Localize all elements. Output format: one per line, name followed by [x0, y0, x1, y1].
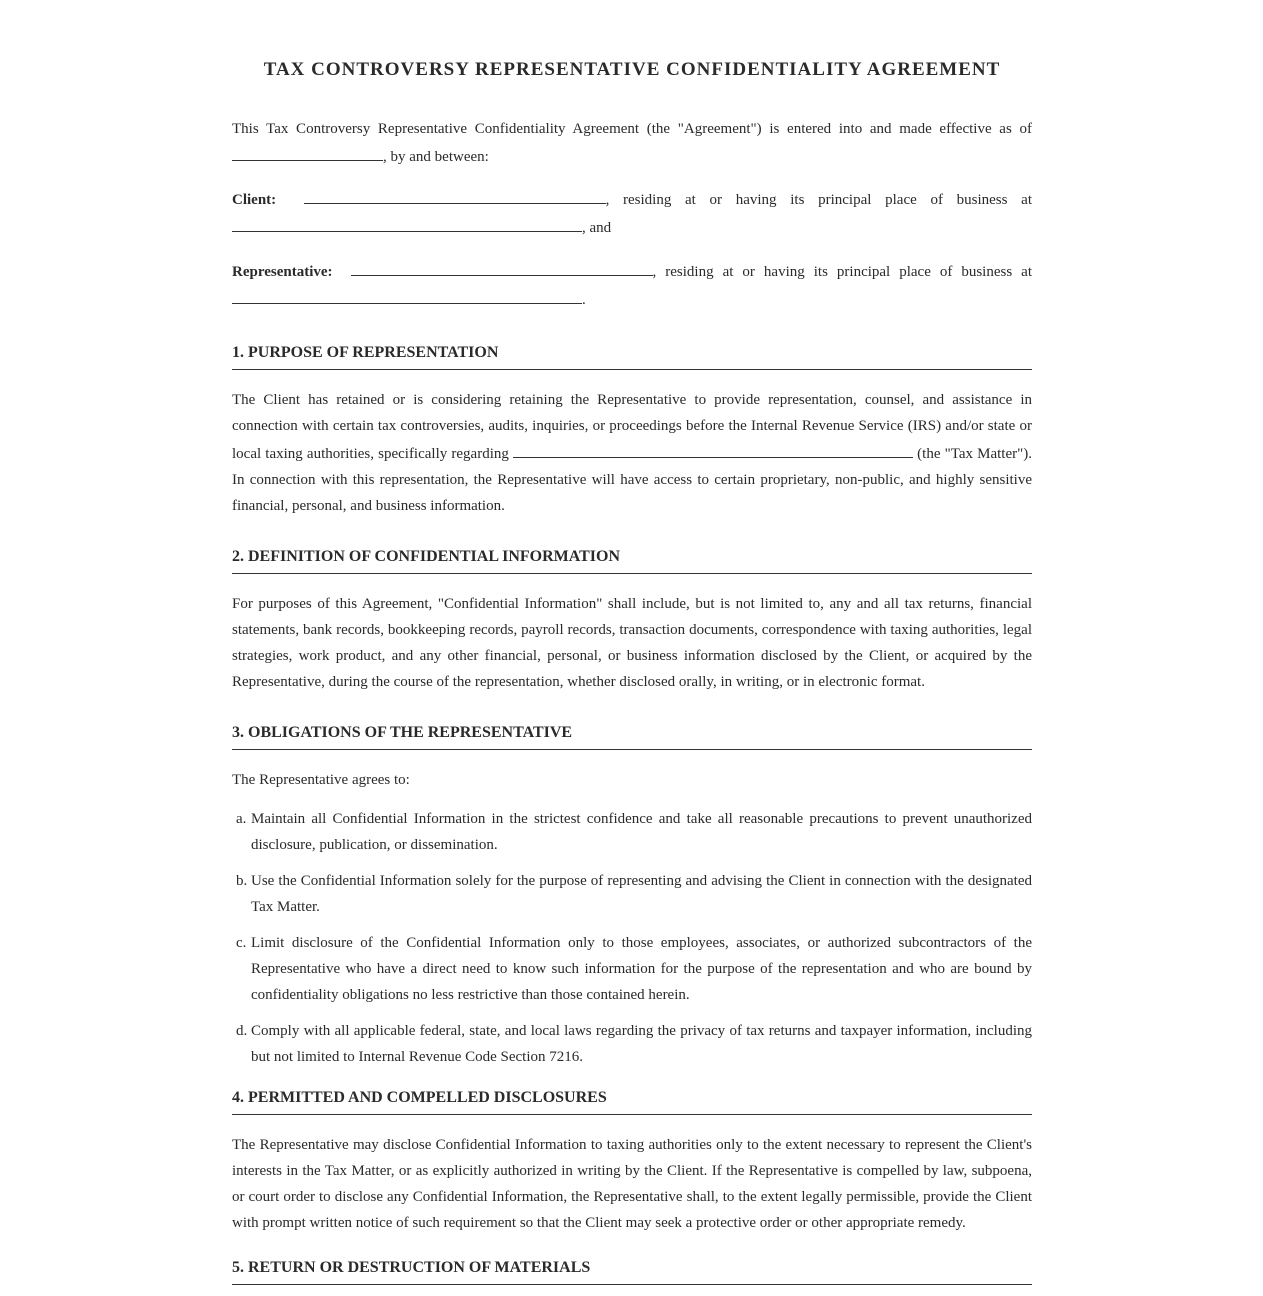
effective-date-blank[interactable]	[232, 142, 383, 161]
list-marker: c.	[236, 935, 247, 951]
section-body: The Representative may disclose Confidential Information to taxing authorities only to the extent necessary to represent the Client's interests in the Tax Matter, or as explicitly authorized in writing by the Client. If the Representative is compelled by law, subpoena, or court order to disclose any Confidential Information, the Representative shall, to the extent legally permissible, provide the Client with prompt written notice of such requirement so that the Client may seek a protective order or other appropriate remedy.	[232, 1137, 1032, 1231]
representative-address-blank[interactable]	[232, 285, 582, 304]
tax-matter-blank[interactable]	[513, 439, 913, 458]
list-item-text: Limit disclosure of the Confidential Information only to those employees, associates, or authorized subcontractors of the Representative who have a direct need to know such information for the purpose of the representation and who are bound by confidentiality obligations no less restrictive than those contained herein.	[251, 935, 1032, 1003]
section-heading: 5. RETURN OR DESTRUCTION OF MATERIALS	[232, 1258, 1032, 1285]
intro-text-end: , by and between:	[383, 149, 489, 165]
list-item-text: Comply with all applicable federal, state, and local laws regarding the privacy of tax returns and taxpayer information, including but not limited to Internal Revenue Code Section 7216.	[251, 1023, 1032, 1065]
intro-paragraph	[232, 116, 1032, 170]
list-item-text: Use the Confidential Information solely for the purpose of representing and advising the Client in connection with the designated Tax Matter.	[251, 873, 1032, 915]
section-return-materials	[232, 1258, 1032, 1285]
list-item	[232, 1018, 1032, 1070]
purpose-text-end: (the "Tax Matter"). In connection with this representation, the Representative will have access to certain proprietary, non-public, and highly sensitive financial, personal, and business information.	[232, 446, 1032, 514]
section-body: The Representative agrees to:	[232, 772, 410, 788]
list-item-text: Maintain all Confidential Information in the strictest confidence and take all reasonable precautions to prevent unauthorized disclosure, publication, or dissemination.	[251, 811, 1032, 853]
representative-paragraph	[232, 257, 1032, 313]
list-marker: b.	[236, 873, 248, 889]
list-marker: a.	[236, 811, 247, 827]
representative-address-text: , residing at or having its principal place of business at	[652, 264, 1032, 280]
section-purpose	[232, 343, 1032, 519]
client-address-blank[interactable]	[232, 213, 582, 232]
section-heading: 1. PURPOSE OF REPRESENTATION	[232, 343, 1032, 370]
list-item	[232, 930, 1032, 1008]
intro-text: This Tax Controversy Representative Confidentiality Agreement (the "Agreement") is entered into and made effective as of	[232, 121, 1032, 137]
section-disclosures	[232, 1088, 1032, 1236]
list-item	[232, 868, 1032, 920]
list-item	[232, 806, 1032, 858]
representative-end-text: .	[582, 292, 586, 308]
section-heading: 3. OBLIGATIONS OF THE REPRESENTATIVE	[232, 723, 1032, 750]
obligations-list	[232, 806, 1032, 1070]
list-marker: d.	[236, 1023, 248, 1039]
client-end-text: , and	[582, 220, 612, 236]
client-label: Client:	[232, 192, 277, 208]
client-name-blank[interactable]	[304, 185, 606, 204]
representative-label: Representative:	[232, 264, 333, 280]
purpose-text: The Client has retained or is considering retaining the Representative to provide representation, counsel, and assistance in connection with certain tax controversies, audits, inquiries, or proceedings before the Internal Revenue Service (IRS) and/or state or local taxing authorities, specifically regarding	[232, 392, 1032, 462]
section-heading: 4. PERMITTED AND COMPELLED DISCLOSURES	[232, 1088, 1032, 1115]
section-definition	[232, 547, 1032, 695]
document-page	[232, 0, 1032, 1285]
client-address-text: , residing at or having its principal place of business at	[605, 192, 1032, 208]
client-paragraph	[232, 185, 1032, 241]
section-heading: 2. DEFINITION OF CONFIDENTIAL INFORMATION	[232, 547, 1032, 574]
section-body	[232, 387, 1032, 519]
representative-name-blank[interactable]	[351, 257, 653, 276]
document-title: TAX CONTROVERSY REPRESENTATIVE CONFIDENTIALITY AGREEMENT	[263, 59, 1001, 80]
section-body: For purposes of this Agreement, "Confidential Information" shall include, but is not limited to, any and all tax returns, financial statements, bank records, bookkeeping records, payroll records, transaction documents, correspondence with taxing authorities, legal strategies, work product, and any other financial, personal, or business information disclosed by the Client, or acquired by the Representative, during the course of the representation, whether disclosed orally, in writing, or in electronic format.	[232, 596, 1032, 690]
section-obligations	[232, 723, 1032, 1070]
